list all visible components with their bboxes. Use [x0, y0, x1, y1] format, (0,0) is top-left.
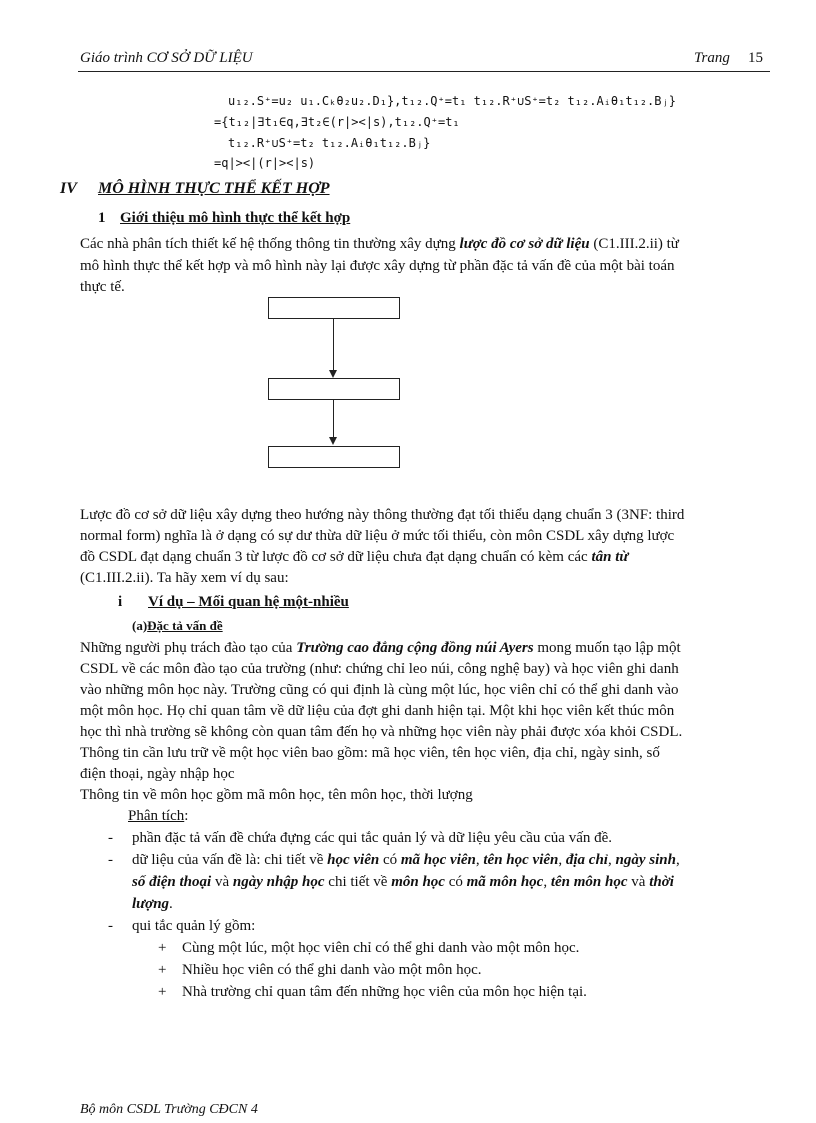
footer-text: Bộ môn CSDL Trường CĐCN 4 — [80, 1102, 258, 1117]
b2-va: và — [627, 874, 650, 890]
para2-line-2: normal form) nghĩa là ở dạng có sự dư thừa dữ liệu ở mức tối thiểu, còn môn CSDL xây dựng lược — [80, 528, 675, 544]
spec-title: Đặc tả vấn đề — [147, 618, 223, 633]
formula-line-2: ={t₁₂|∃t₁∈q,∃t₂∈(r|><|s),t₁₂.Q⁺=t₁ — [214, 115, 460, 129]
b2-co: có — [379, 852, 401, 868]
intro-ref: (C1.III.2.ii) từ — [589, 236, 679, 252]
spec-marker: (a) — [132, 618, 148, 633]
b2-ngay-nhap-hoc: ngày nhập học — [232, 874, 325, 890]
b2-comma: , — [558, 852, 566, 868]
example-title: Ví dụ – Mối quan hệ một-nhiều — [148, 594, 349, 610]
analysis-bullet-2-line-3 — [132, 893, 173, 915]
para2-emphasis: tân từ — [591, 549, 629, 565]
rule-plus-2: + — [158, 962, 167, 978]
bullet-dash-3: - — [108, 918, 113, 934]
para3-line-2: CSDL về các môn đào tạo của trường (như: chứng chỉ leo núi, công nghệ bay) và học viên ghi danh — [80, 661, 679, 677]
analysis-bullet-3: qui tắc quản lý gồm: — [132, 918, 256, 934]
rule-3: Nhà trường chỉ quan tâm đến những học viên của môn học hiện tại. — [182, 984, 587, 1000]
b2-co: có — [444, 874, 467, 890]
analysis-bullet-2-line-2 — [132, 871, 768, 893]
header-page-label: Trang — [694, 50, 730, 66]
diagram-connector-2 — [333, 399, 334, 438]
analysis-label-text: Phân tích — [128, 808, 185, 824]
spec-heading — [132, 618, 223, 634]
b2-hoc-vien: học viên — [327, 852, 380, 868]
formula-line-1: u₁₂.S⁺=u₂ u₁.Cₖθ₂u₂.D₁},t₁₂.Q⁺=t₁ t₁₂.R⁺∪S⁺=t₂ t₁₂.Aᵢθ₁t₁₂.Bⱼ} — [228, 94, 676, 108]
analysis-colon: : — [184, 808, 189, 824]
para3-line-6: Thông tin cần lưu trữ về một học viên bao gồm: mã học viên, tên học viên, địa chỉ, ngày sinh, số — [80, 745, 660, 761]
diagram-box-3 — [268, 446, 400, 468]
para3-text-end: mong muốn tạo lập một — [533, 640, 681, 656]
b2-va: và — [211, 874, 233, 890]
b2-comma: , — [607, 852, 616, 868]
formula-line-4: =q|><|(r|><|s) — [214, 156, 316, 170]
b2-luong: lượng — [132, 896, 170, 912]
header-rule — [78, 71, 770, 72]
para2-text: đồ CSDL đạt dạng chuẩn 3 từ lược đồ cơ sở dữ liệu chưa đạt dạng chuẩn có kèm các — [80, 549, 592, 565]
diagram-box-1 — [268, 297, 400, 319]
b2-dot: . — [169, 896, 173, 912]
b2-chi-tiet: chi tiết về — [324, 874, 392, 890]
para2-line-4: (C1.III.2.ii). Ta hãy xem ví dụ sau: — [80, 570, 289, 586]
para3-line-3: vào những môn học này. Trường cũng có qui định là cùng một lúc, học viên chỉ có thể ghi danh vào — [80, 682, 679, 698]
rule-1: Cùng một lúc, một học viên chỉ có thể ghi danh vào một môn học. — [182, 940, 580, 956]
subsection-number: 1 — [98, 210, 106, 226]
analysis-label — [128, 805, 188, 827]
bullet-dash-2: - — [108, 852, 113, 868]
section-number: IV — [60, 180, 77, 197]
b2-mon-hoc: môn học — [391, 874, 445, 890]
example-marker: i — [118, 594, 123, 610]
bullet-dash-1: - — [108, 830, 113, 846]
b2-comma: , — [675, 852, 680, 868]
section-title: MÔ HÌNH THỰC THỂ KẾT HỢP — [98, 180, 330, 197]
b2-comma: , — [543, 874, 551, 890]
header-page-number: 15 — [748, 50, 763, 66]
para2-line-3 — [80, 547, 768, 568]
formula-line-3: t₁₂.R⁺∪S⁺=t₂ t₁₂.Aᵢθ₁t₁₂.Bⱼ} — [228, 136, 431, 150]
b2-ngay-sinh: ngày sinh — [615, 852, 676, 868]
b2-ten-hv: tên học viên — [483, 852, 559, 868]
intro-line-3: thực tế. — [80, 279, 125, 295]
para3-line-4: một môn học. Họ chỉ quan tâm về dữ liệu của đợt ghi danh hiện tại. Một khi học viên kết thúc môn — [80, 703, 675, 719]
b2-ma-mh: mã môn học — [466, 874, 544, 890]
para2-line-1: Lược đồ cơ sở dữ liệu xây dựng theo hướng này thông thường đạt tối thiểu dạng chuẩn 3 (3NF: third — [80, 507, 685, 523]
intro-emphasis: lược đồ cơ sở dữ liệu — [459, 236, 590, 252]
b2-text: dữ liệu của vấn đề là: chi tiết về — [132, 852, 328, 868]
rule-plus-1: + — [158, 940, 167, 956]
intro-text: Các nhà phân tích thiết kế hệ thống thông tin thường xây dựng — [80, 236, 460, 252]
subsection-title: Giới thiệu mô hình thực thể kết hợp — [120, 210, 351, 226]
b2-sdt: số điện thoại — [132, 874, 212, 890]
para3-line-1 — [80, 638, 768, 659]
diagram-box-2 — [268, 378, 400, 400]
b2-comma: , — [475, 852, 484, 868]
para3-school-name: Trường cao đẳng cộng đồng núi Ayers — [296, 640, 534, 656]
b2-dia-chi: địa chỉ — [565, 852, 608, 868]
diagram-connector-1 — [333, 318, 334, 371]
analysis-bullet-1: phần đặc tả vấn đề chứa đựng các qui tắc quản lý và dữ liệu yêu cầu của vấn đề. — [132, 830, 613, 846]
diagram-arrow-1 — [329, 370, 337, 378]
header-title: Giáo trình CƠ SỞ DỮ LIỆU — [80, 50, 253, 66]
intro-line-2: mô hình thực thể kết hợp và mô hình này lại được xây dựng từ phần đặc tả vấn đề của một bài toán — [80, 258, 675, 274]
para3-text: Những người phụ trách đào tạo của — [80, 640, 297, 656]
analysis-bullet-2-line-1 — [132, 849, 768, 871]
rule-2: Nhiều học viên có thể ghi danh vào một môn học. — [182, 962, 482, 978]
diagram-arrow-2 — [329, 437, 337, 445]
b2-ten-mh: tên môn học — [550, 874, 628, 890]
b2-thoi: thời — [649, 874, 674, 890]
para3-line-5: học thì nhà trường sẽ không còn quan tâm đến họ và những học viên này phải được xóa khỏi CSDL. — [80, 724, 683, 740]
para3-line-8: Thông tin về môn học gồm mã môn học, tên môn học, thời lượng — [80, 787, 473, 803]
b2-ma-hv: mã học viên — [400, 852, 476, 868]
intro-line-1 — [80, 234, 768, 255]
rule-plus-3: + — [158, 984, 167, 1000]
para3-line-7: điện thoại, ngày nhập học — [80, 766, 235, 782]
